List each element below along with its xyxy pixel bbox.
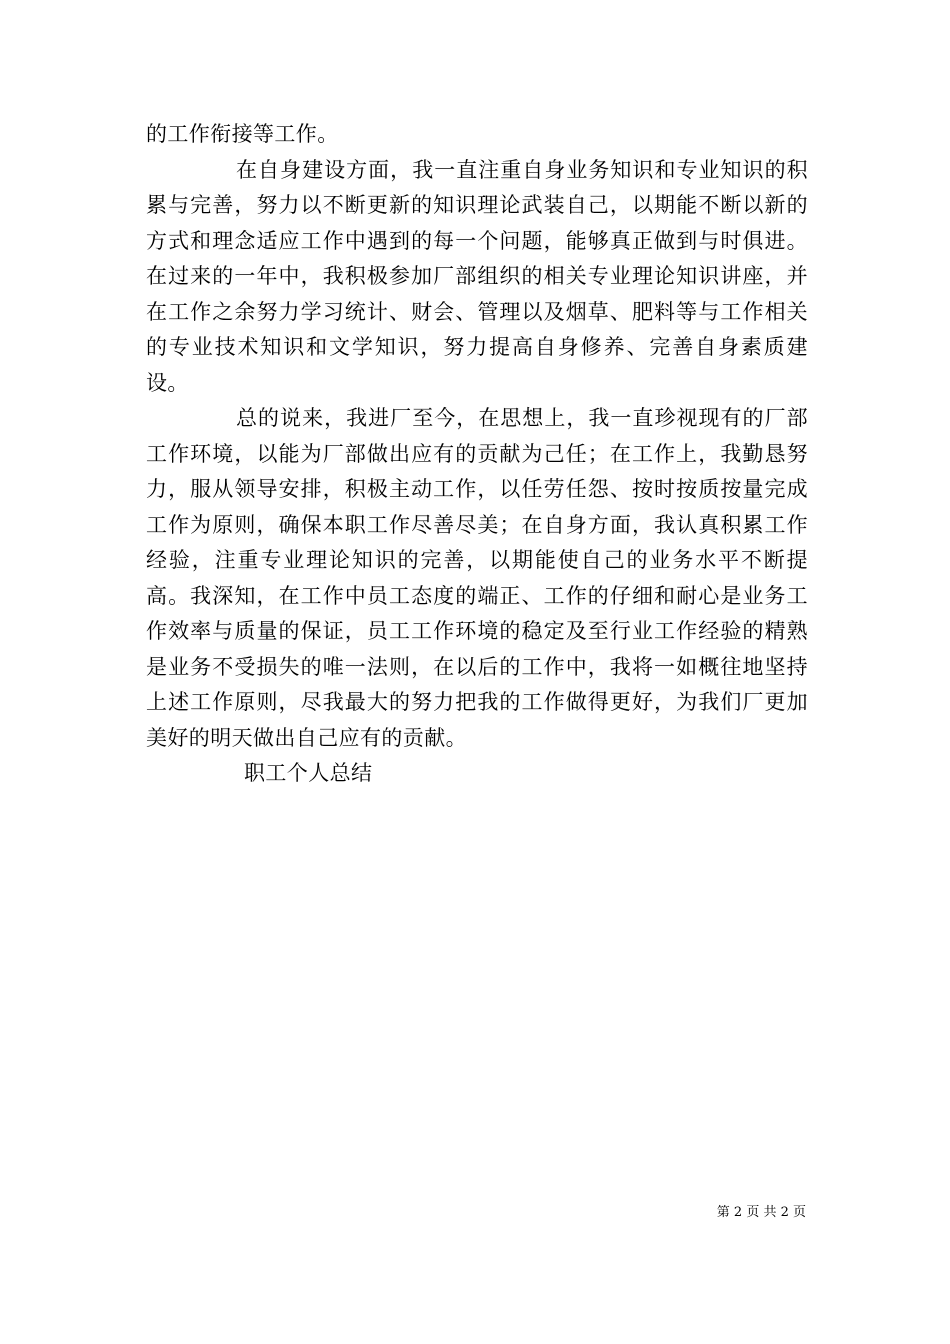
page-number-footer: 第 2 页 共 2 页 <box>716 1205 806 1220</box>
paragraph-self-development: 在自身建设方面，我一直注重自身业务知识和专业知识的积累与完善，努力以不断更新的知识理论武装自己，以期能不断以新的方式和理念适应工作中遇到的每一个问题，能够真正做到与时俱进。在过来的一年中，我积极参加厂部组织的相关专业理论知识讲座，并在工作之余努力学习统计、财会、管理以及烟草、肥料等与工作相关的专业技术知识和文学知识，努力提高自身修养、完善自身素质建设。 <box>146 157 808 395</box>
paragraph-summary: 总的说来，我进厂至今，在思想上，我一直珍视现有的厂部工作环境，以能为厂部做出应有的贡献为己任；在工作上，我勤恳努力，服从领导安排，积极主动工作，以任劳任怨、按时按质按量完成工作为原则，确保本职工作尽善尽美；在自身方面，我认真积累工作经验，注重专业理论知识的完善，以期能使自己的业务水平不断提高。我深知，在工作中员工态度的端正、工作的仔细和耐心是业务工作效率与质量的保证，员工工作环境的稳定及至行业工作经验的精熟是业务不受损失的唯一法则，在以后的工作中，我将一如概往地坚持上述工作原则，尽我最大的努力把我的工作做得更好，为我们厂更加美好的明天做出自己应有的贡献。 <box>146 406 808 750</box>
closing-title: 职工个人总结 <box>244 761 373 785</box>
document-body <box>146 117 808 792</box>
paragraph-continuation: 的工作衔接等工作。 <box>146 122 339 146</box>
